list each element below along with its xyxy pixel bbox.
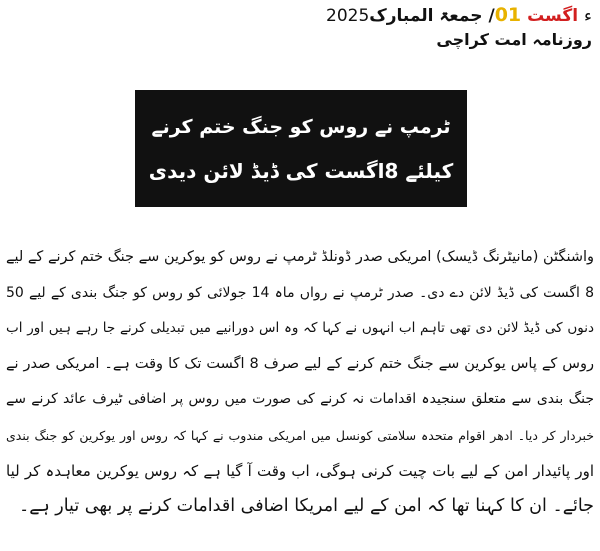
article-line: خبردار کر دیا۔ ادھر اقوام متحدہ سلامتی کونسل میں امریکی مندوب نے کہا کہ روس اور یوکرین کو جنگ بندی bbox=[6, 427, 594, 443]
article-line: جنگ بندی سے متعلق سنجیدہ اقدامات نہ کرنے کی صورت میں روس پر اضافی ٹیرف عائد کرنے سے bbox=[6, 391, 594, 408]
dateline bbox=[172, 2, 592, 29]
newspaper-name: روزنامہ امت کراچی bbox=[436, 30, 592, 49]
date-separator: / bbox=[488, 6, 495, 26]
article-body bbox=[6, 240, 594, 525]
masthead bbox=[172, 2, 592, 51]
date-number: 01 bbox=[494, 4, 522, 26]
date-day: جمعۃ المبارک bbox=[369, 6, 483, 26]
article-line: روس کے پاس یوکرین سے جنگ ختم کرنے کے لیے صرف 8 اگست تک کا وقت ہے۔ امریکی صدر نے bbox=[6, 355, 594, 372]
headline-box bbox=[135, 90, 467, 207]
article-line: اور پائیدار امن کے لیے بات چیت کرنی ہوگی، اب وقت آ گیا ہے کہ روس یوکرین معاہدہ کر لیا bbox=[6, 461, 594, 480]
headline-line-2: کیلئے 8اگست کی ڈیڈ لائن دیدی bbox=[148, 158, 454, 183]
date-year: 2025ء bbox=[326, 6, 592, 26]
article-line: 8 اگست کی ڈیڈ لائن دے دی۔ صدر ٹرمپ نے رواں ماہ 14 جولائی کو روس کو جنگ بندی کے لیے 50 bbox=[6, 284, 594, 301]
article-line: جائے۔ ان کا کہنا تھا کہ امن کے لیے امریکا اضافی اقدامات کرنے پر بھی تیار ہے۔ bbox=[18, 496, 594, 517]
date-month: اگست bbox=[527, 6, 579, 26]
headline-line-1: ٹرمپ نے روس کو جنگ ختم کرنے bbox=[151, 115, 451, 138]
article-line: واشنگٹن (مانیٹرنگ ڈیسک) امریکی صدر ڈونلڈ ٹرمپ نے روس کو یوکرین سے جنگ ختم کرنے کے لیے bbox=[6, 249, 594, 265]
article-line: دنوں کی ڈیڈ لائن دی تھی تاہم اب انہوں نے کہا کہ وہ اس دورانیے میں تبدیلی کرنے جا رہے ہیں اور اب bbox=[6, 320, 594, 337]
